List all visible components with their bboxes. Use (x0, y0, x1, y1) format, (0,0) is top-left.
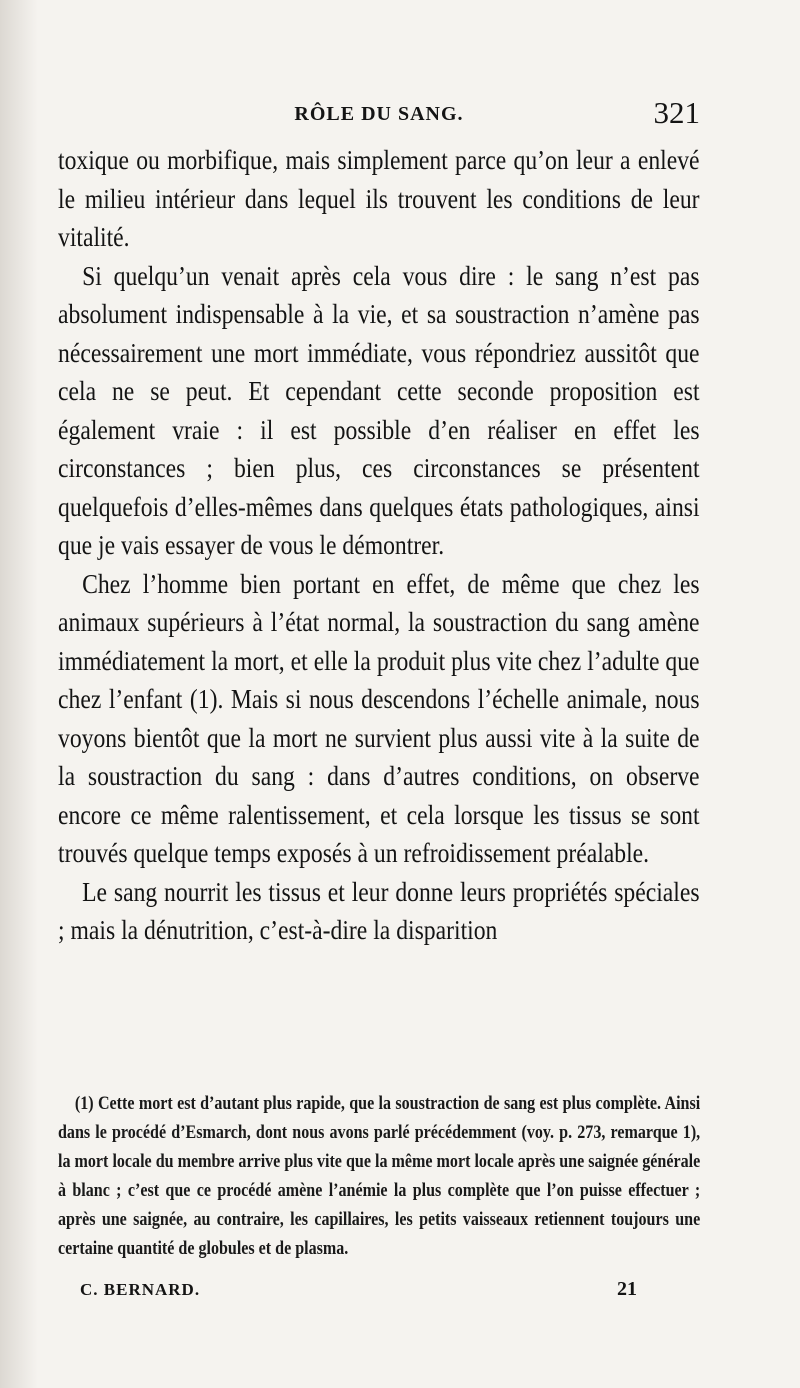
signature-line (80, 1280, 680, 1310)
body-text (58, 141, 700, 950)
running-title: RÔLE DU SANG. (294, 103, 464, 125)
paragraph-4: Le sang nourrit les tissus et leur donne leurs propriétés spéciales ; mais la dénutrition, c’est-à-dire la disparition (58, 875, 700, 945)
page-number: 321 (653, 95, 700, 130)
paragraph-2: Si quelqu’un venait après cela vous dire : le sang n’est pas absolument indispensable à la vie, et sa soustraction n’amène pas nécessairement une mort immédiate, vous répondriez aussitôt que cela ne se peut. Et cependant cette seconde proposition est également vraie : il est possible d’en réaliser en effet les circonstances ; bien plus, ces circonstances se présentent quelquefois d’elles-mêmes dans quelques états pathologiques, ainsi que je vais essayer de vous le démontrer. (58, 259, 700, 560)
running-head (58, 95, 700, 135)
footnote-1: (1) Cette mort est d’autant plus rapide, que la soustraction de sang est plus complète. Ainsi dans le procédé d’Esmarch, dont nous avons parlé précédemment (voy. p. 273, remarque 1), la mort locale du membre arrive plus vite que la même mort locale après une saignée générale à blanc ; c’est que ce procédé amène l’anémie la plus complète que l’on puisse effectuer ; après une saignée, au contraire, les capillaires, les petits vaisseaux retiennent toujours une certaine quantité de globules et de plasma. (58, 1093, 701, 1259)
signature-mark: C. BERNARD. (80, 1280, 201, 1299)
paragraph-3: Chez l’homme bien portant en effet, de même que chez les animaux supérieurs à l’état normal, la soustraction du sang amène immédiatement la mort, et elle la produit plus vite chez l’adulte que chez l’enfant (1). Mais si nous descendons l’échelle animale, nous voyons bientôt que la mort ne survient plus aussi vite à la suite de la soustraction du sang : dans d’autres conditions, on observe encore ce même ralentissement, et cela lorsque les tissus se sont trouvés quelque temps exposés à un refroidissement préalable. (58, 567, 700, 868)
sheet-number: 21 (617, 1278, 637, 1300)
paragraph-1: toxique ou morbifique, mais simplement parce qu’on leur a enlevé le milieu intérieur dans lequel ils trouvent les conditions de leur vitalité. (58, 144, 700, 252)
gutter-shadow (0, 0, 38, 1388)
footnotes (58, 1089, 700, 1263)
